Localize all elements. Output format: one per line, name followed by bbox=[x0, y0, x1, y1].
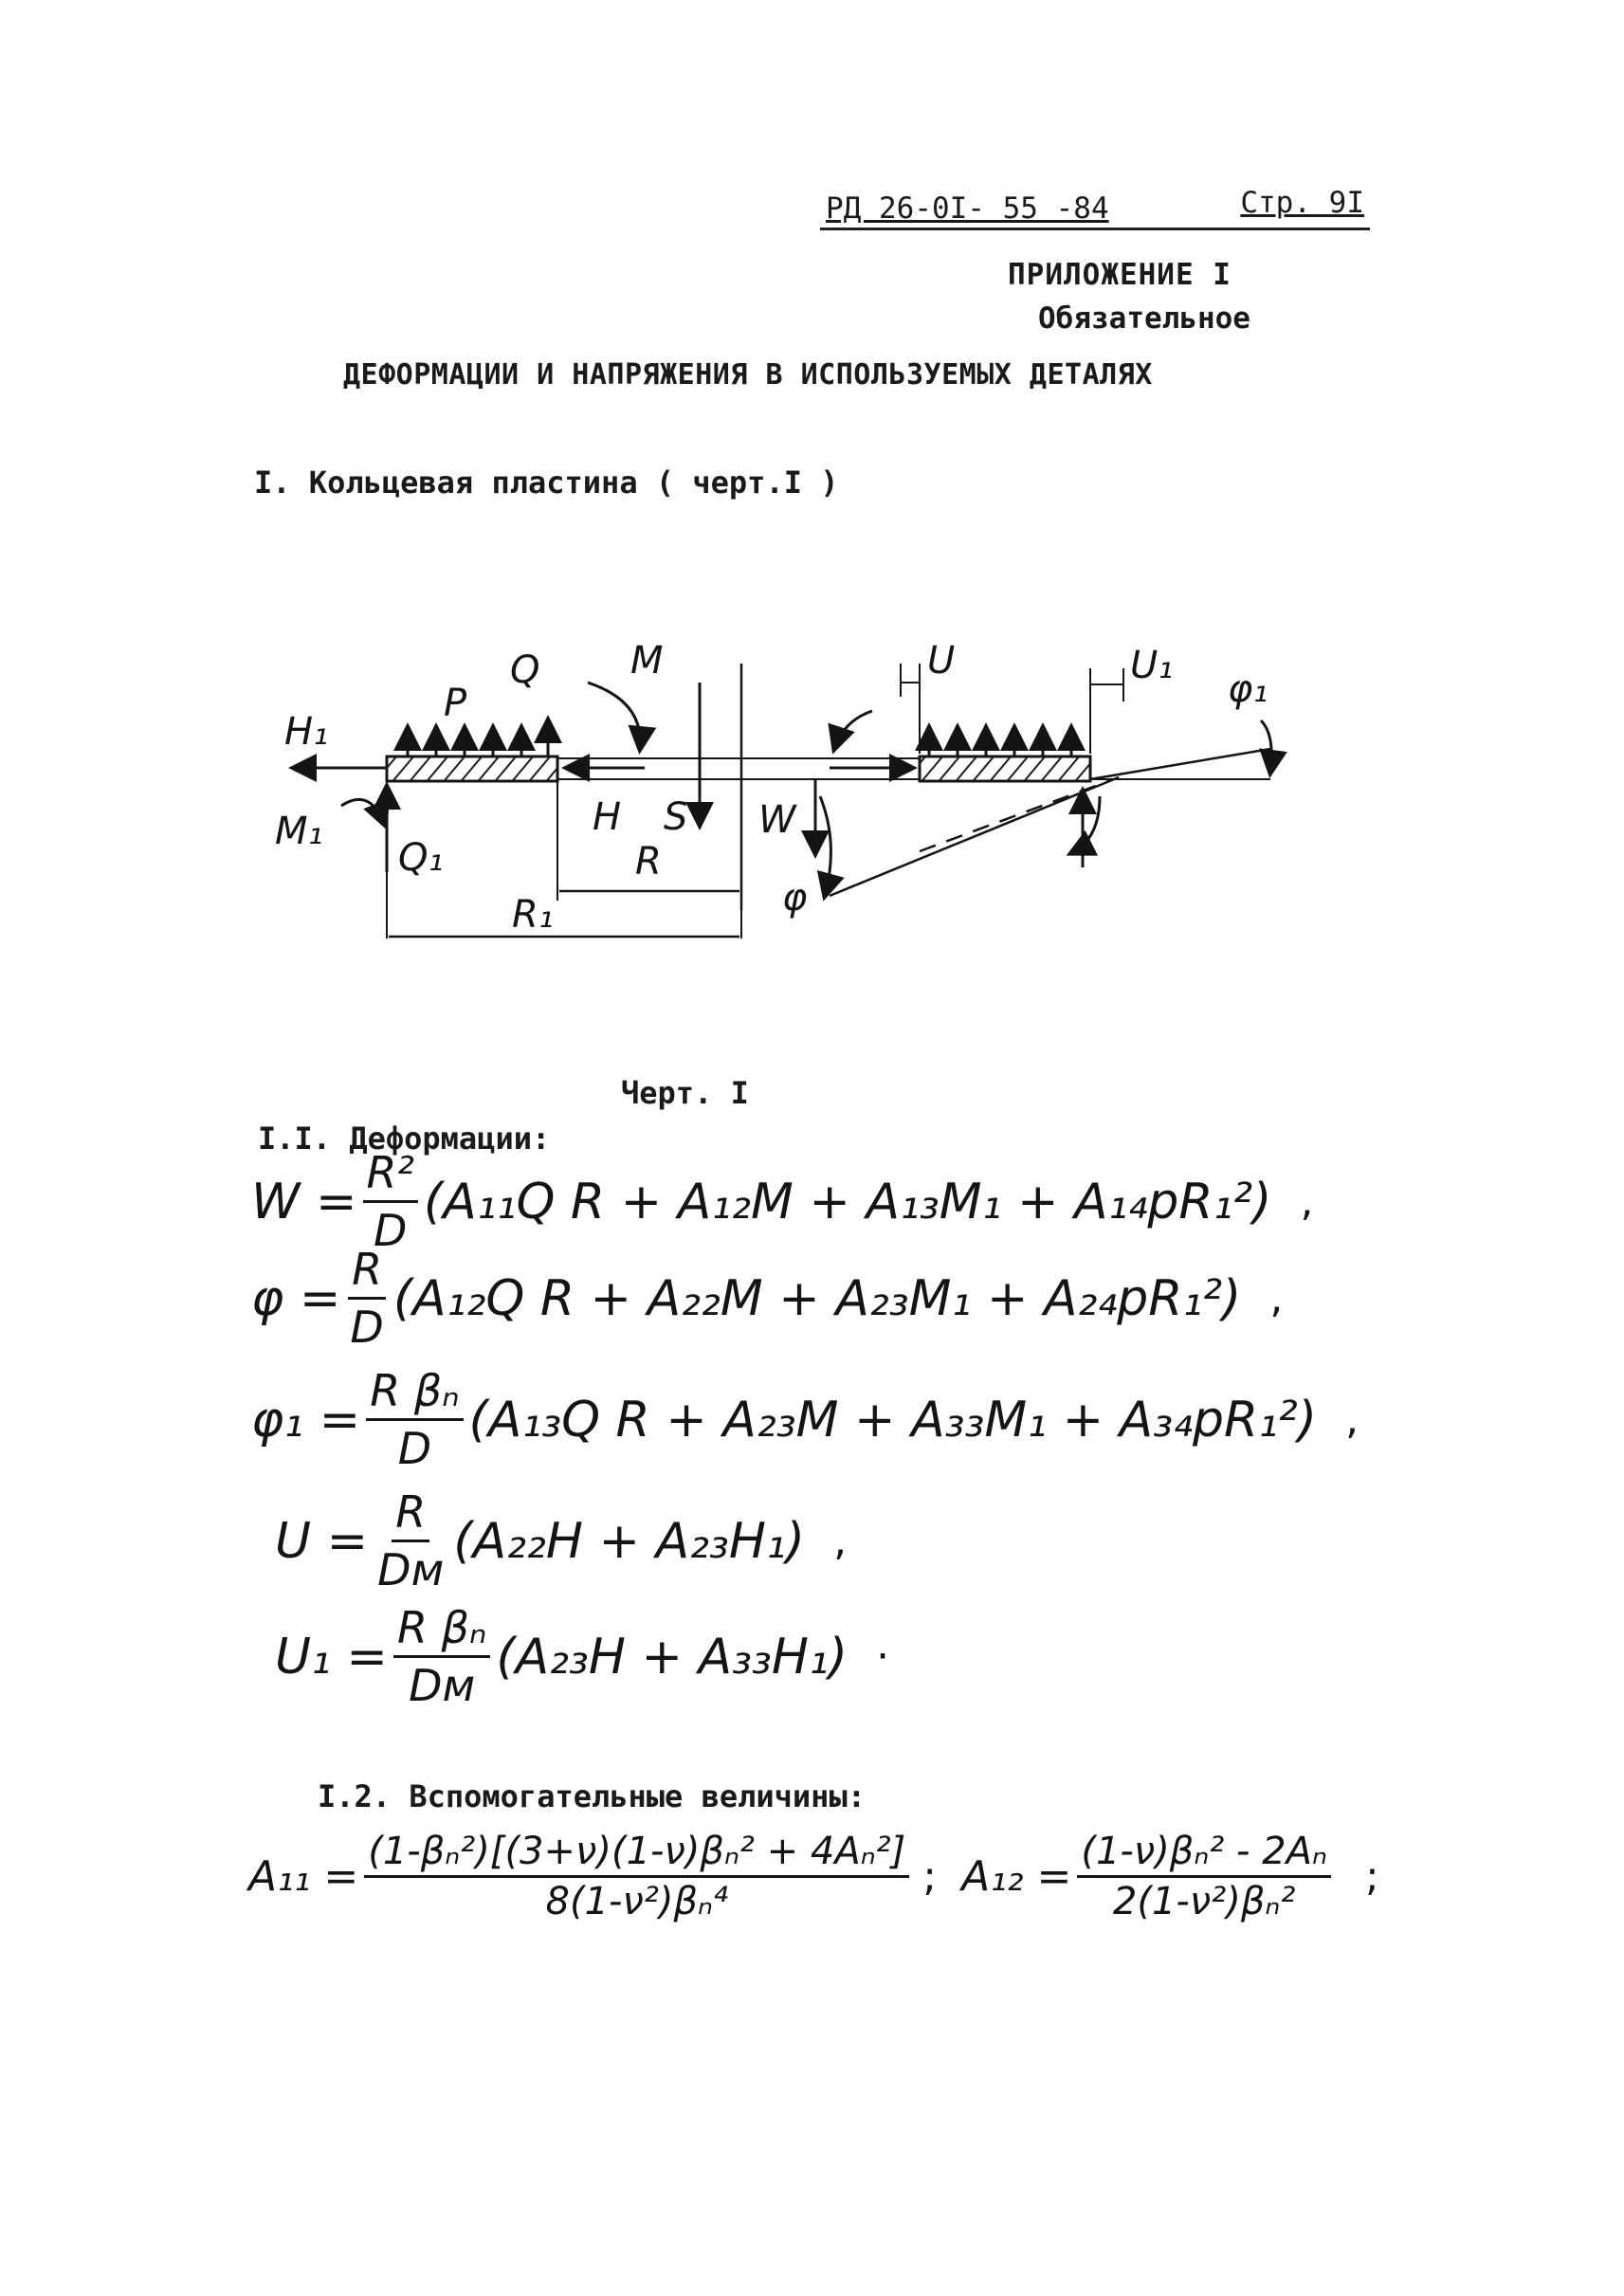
phi1-arc bbox=[1261, 720, 1271, 773]
subsection-deformations: I.I. Деформации: bbox=[258, 1121, 551, 1157]
left-plate-section bbox=[387, 756, 557, 781]
label-m1: M₁ bbox=[275, 810, 323, 853]
label-phi: φ bbox=[782, 876, 808, 920]
subsection-auxiliary: I.2. Вспомогательные величины: bbox=[318, 1778, 866, 1814]
annular-plate-diagram bbox=[265, 626, 1308, 967]
figure-caption: Черт. I bbox=[621, 1075, 749, 1111]
pressure-arrows-right bbox=[929, 728, 1071, 756]
formula-w: W = $\frac{\text{R²}}{D}$ (A₁₁Q R + A₁₂M + A₁₃M₁ + A₁₄pR₁²) , bbox=[251, 1147, 1314, 1256]
formula-phi: φ = $\frac{R}{D}$ (A₁₂Q R + A₂₂M + A₂₃M₁ + A₂₄pR₁²) , bbox=[251, 1244, 1284, 1353]
label-w: W bbox=[758, 798, 796, 842]
formula-u: U = $\frac{R}{Dм}$ (A₂₂H + A₂₃H₁) , bbox=[275, 1486, 848, 1595]
label-u: U bbox=[927, 639, 956, 683]
appendix-status: Обязательное bbox=[1038, 301, 1250, 336]
moment-m1-arrow bbox=[341, 799, 385, 825]
label-r: R bbox=[635, 840, 662, 884]
phi-arc bbox=[820, 796, 830, 896]
document-header bbox=[820, 186, 1370, 230]
label-s: S bbox=[664, 795, 688, 839]
label-q: Q bbox=[510, 648, 540, 692]
label-phi1: φ₁ bbox=[1228, 667, 1268, 711]
section-heading: I. Кольцевая пластина ( черт.I ) bbox=[254, 465, 839, 501]
formula-phi1: φ₁ = $\frac{\text{R βₙ}}{D}$ (A₁₃Q R + A₂₃M + A₃₃M₁ + A₃₄pR₁²) , bbox=[251, 1365, 1359, 1474]
label-u1: U₁ bbox=[1130, 644, 1174, 687]
label-h1: H₁ bbox=[284, 710, 329, 754]
slope-line-phi bbox=[830, 777, 1119, 896]
formula-a11: A₁₁ = $\frac{\text{(1-βₙ²)[(3+ν)(1-ν)βₙ² + 4Aₙ²]}}{\text{8(1-ν²)βₙ⁴}}$ ; A₁₂ = $\frac{\text{(1-ν)βₙ² - 2Aₙ}}{\text{2(1-ν²)βₙ²}}$ ; bbox=[248, 1830, 1379, 1923]
slope-line-phi1 bbox=[1090, 749, 1270, 779]
label-m: M bbox=[630, 639, 664, 683]
page-number: Стр. 9I bbox=[1240, 186, 1364, 220]
label-r1: R₁ bbox=[512, 893, 554, 937]
formula-u1: U₁ = $\frac{\text{R βₙ}}{Dм}$ (A₂₃H + A₃₃H₁) · bbox=[275, 1602, 890, 1711]
label-p: P bbox=[444, 682, 467, 725]
appendix-title: ПРИЛОЖЕНИЕ I bbox=[1008, 258, 1232, 292]
pressure-arrows-left bbox=[408, 720, 548, 756]
document-code: РД 26-0I- 55 -84 bbox=[826, 191, 1109, 226]
label-q1: Q₁ bbox=[398, 836, 444, 880]
moment-right-arrow bbox=[834, 711, 872, 749]
rotation-right-arrow bbox=[1071, 796, 1100, 853]
moment-m-arrow bbox=[588, 683, 640, 749]
label-h: H bbox=[593, 795, 622, 839]
right-plate-section bbox=[920, 756, 1090, 781]
document-title: ДЕФОРМАЦИИ И НАПРЯЖЕНИЯ В ИСПОЛЬЗУЕМЫХ ДЕТАЛЯХ bbox=[343, 358, 1153, 392]
